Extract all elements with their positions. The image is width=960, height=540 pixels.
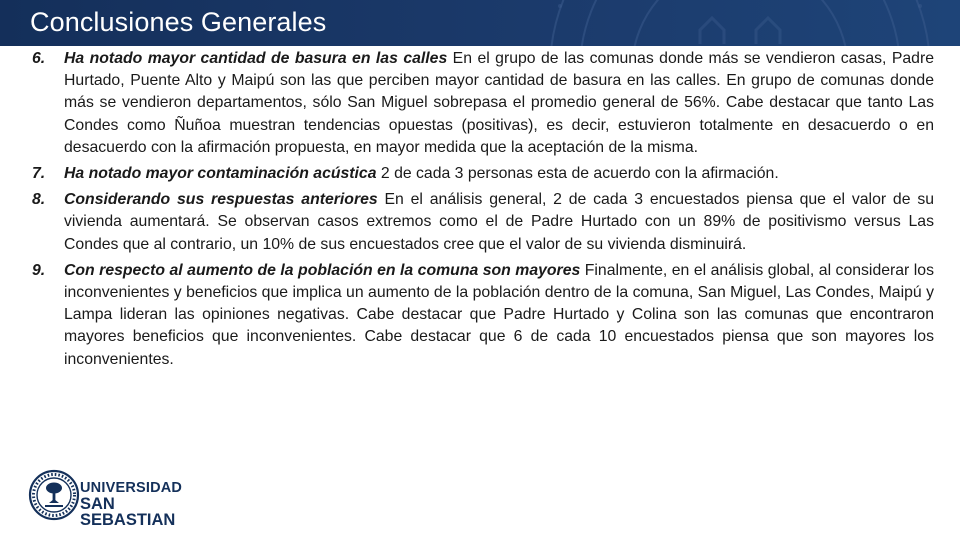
conclusions-list (32, 48, 934, 371)
item-number: 6. (32, 50, 46, 67)
item-lead: Con respecto al aumento de la población en la comuna son mayores (64, 261, 581, 279)
page-title: Conclusiones Generales (30, 7, 327, 37)
logo-wordmark (80, 480, 203, 528)
item-lead: Ha notado mayor contaminación acústica (64, 165, 377, 183)
item-body: 2 de cada 3 personas esta de acuerdo con la afirmación. (376, 165, 779, 183)
item-body: En el grupo de las comunas donde más se vendieron casas, Padre Hurtado, Puente Alto y Maipú son las que perciben mayor cantidad de basura en las calles. En grupo de comunas donde más se vendieron departamentos, sólo San Miguel sobrepasa el promedio general de 56%. Cabe destacar que tanto Las Condes como Ñuñoa muestran tendencias opuestas (positivas), es decir, estuvieron totalmente en desacuerdo o en desacuerdo con la afirmación propuesta, en mayor medida que la aceptación de la misma. (64, 50, 934, 156)
item-number: 7. (32, 165, 46, 183)
item-lead: Ha notado mayor cantidad de basura en las calles (64, 50, 448, 67)
list-item (32, 163, 934, 185)
item-body: Finalmente, en el análisis global, al considerar los inconvenientes y beneficios que implica un aumento de la población dentro de la comuna, San Miguel, Las Condes, Maipú y Lampa lideran las opiniones negativas. Cabe destacar que Padre Hurtado y Colina son las comunas que encontraron mayores beneficios que inconvenientes. Cabe destacar que 6 de cada 10 encuestados piensa que son mayores los inconvenientes. (64, 261, 934, 368)
item-text (64, 260, 934, 371)
list-item (32, 189, 934, 256)
list-item (32, 260, 934, 371)
item-text (64, 163, 934, 185)
item-number: 8. (32, 191, 46, 209)
item-number: 9. (32, 261, 46, 279)
item-text (64, 48, 934, 159)
university-logo (28, 469, 203, 529)
list-item (32, 48, 934, 159)
logo-line1: UNIVERSIDAD (80, 480, 183, 496)
item-text (64, 189, 934, 256)
logo-line2: SAN SEBASTIAN (80, 495, 176, 529)
item-lead: Considerando sus respuestas anteriores (64, 191, 378, 209)
slide-header (0, 0, 960, 46)
item-body: En el análisis general, 2 de cada 3 encuestados piensa que el valor de su vivienda aumentará. Se observan casos extremos como el de Padre Hurtado con un 89% de positivismo versus Las Condes que al contrario, un 10% de sus encuestados cree que el valor de su vivienda disminuirá. (64, 191, 935, 253)
university-seal-icon (28, 469, 80, 521)
